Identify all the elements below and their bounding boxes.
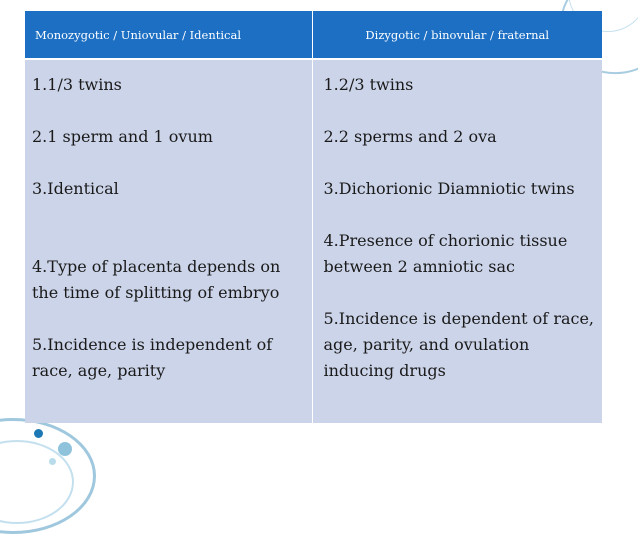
table-header-row <box>25 11 602 59</box>
dizygotic-item-3: 3.Dichorionic Diamniotic twins <box>323 179 575 198</box>
table-row <box>25 59 602 423</box>
twins-comparison-table <box>25 11 602 423</box>
dizygotic-item-1: 1.2/3 twins <box>323 75 414 94</box>
monozygotic-item-1: 1.1/3 twins <box>32 75 122 94</box>
decorative-dot-light <box>58 442 72 456</box>
dizygotic-item-4: 4.Presence of chorionic tissue between 2 amniotic sac <box>323 231 568 276</box>
decorative-dot-pale <box>49 458 56 465</box>
monozygotic-cell <box>25 59 312 423</box>
dizygotic-cell <box>312 59 602 423</box>
header-dizygotic: Dizygotic / binovular / fraternal <box>312 11 602 59</box>
header-monozygotic: Monozygotic / Uniovular / Identical <box>25 11 312 59</box>
dizygotic-item-5: 5.Incidence is dependent of race, age, parity, and ovulation inducing drugs <box>323 309 595 380</box>
monozygotic-item-4: 4.Type of placenta depends on the time of splitting of embryo <box>32 257 281 302</box>
monozygotic-item-2: 2.1 sperm and 1 ovum <box>32 127 213 146</box>
decorative-dot-blue <box>34 429 43 438</box>
monozygotic-item-3: 3.Identical <box>32 179 119 198</box>
monozygotic-item-5: 5.Incidence is independent of race, age, parity <box>32 335 273 380</box>
dizygotic-item-2: 2.2 sperms and 2 ova <box>323 127 497 146</box>
